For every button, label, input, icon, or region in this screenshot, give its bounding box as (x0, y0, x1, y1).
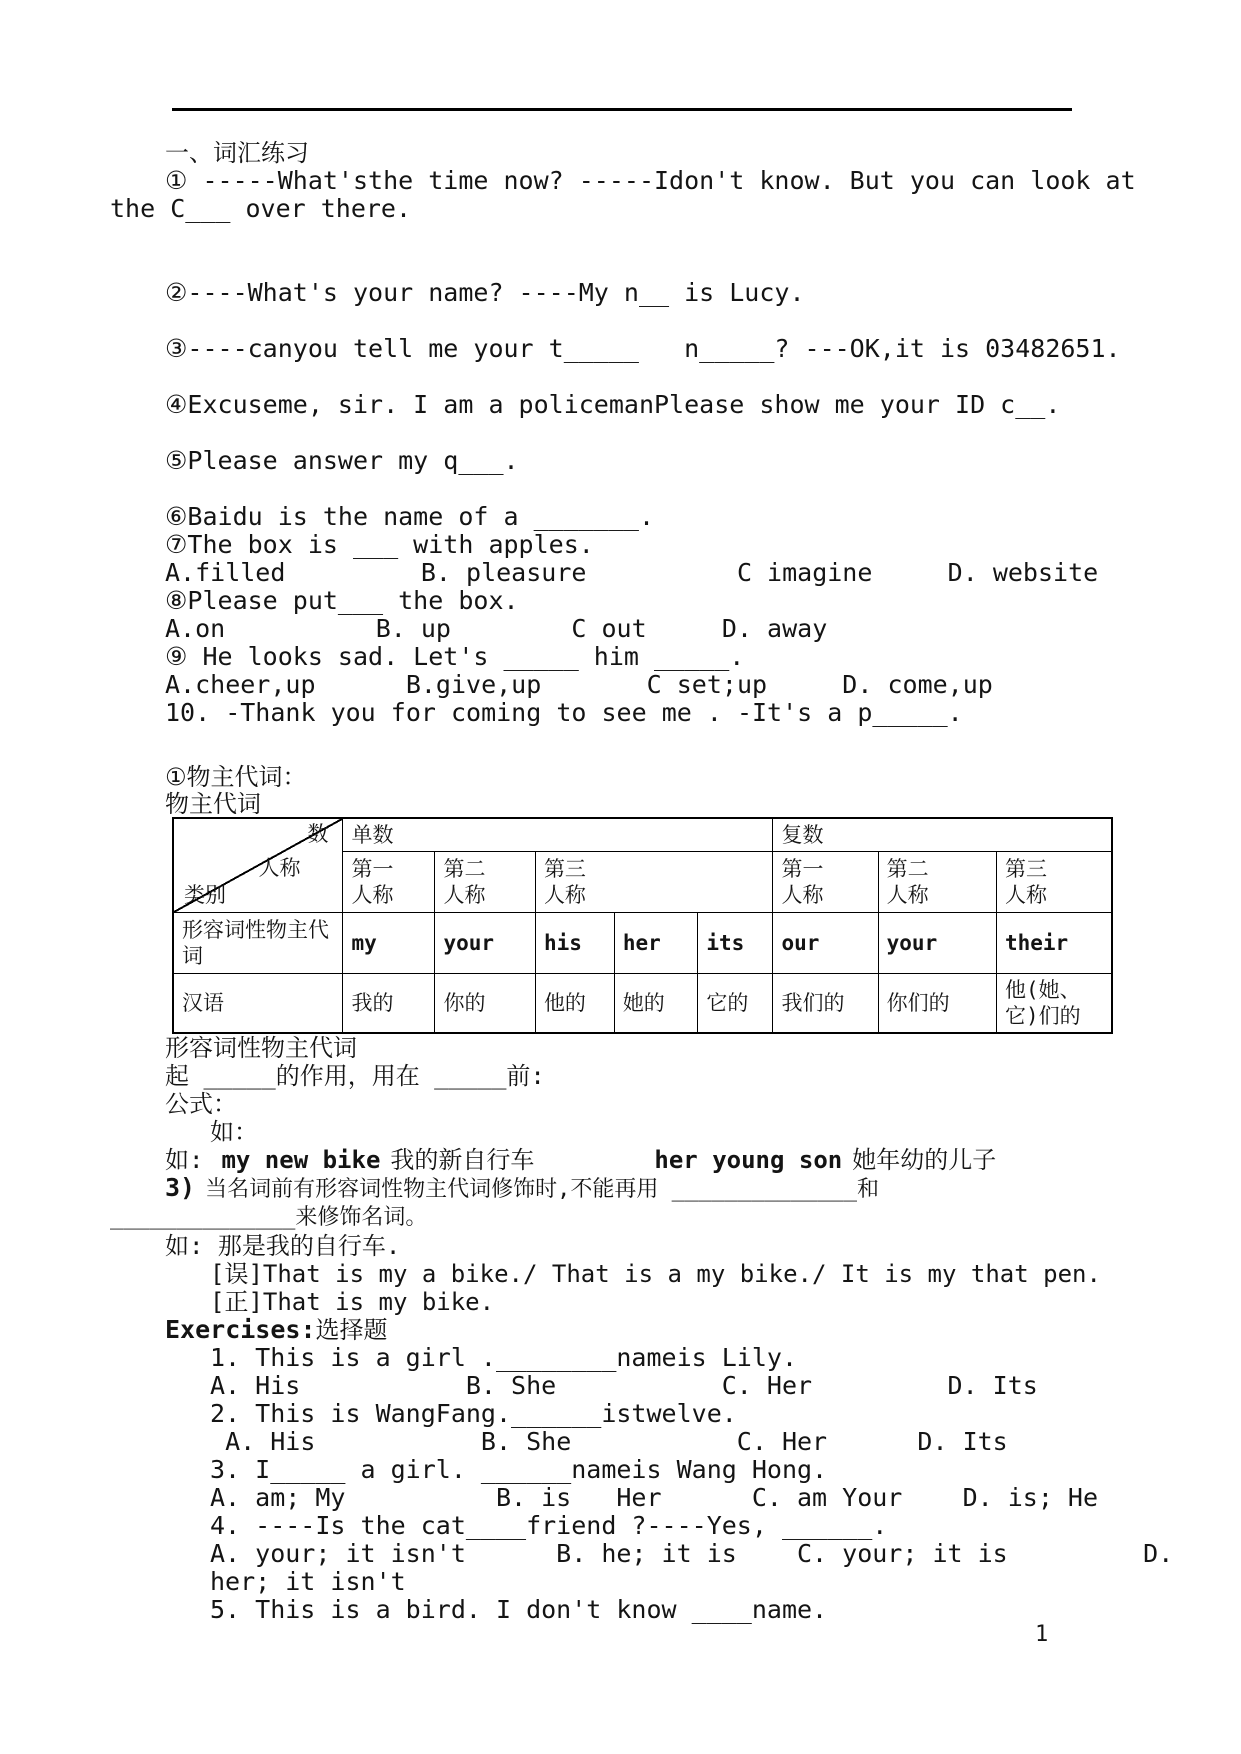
pronoun-cell: our (773, 913, 878, 974)
header-singular: 单数 (343, 818, 773, 852)
example-chinese-1: 我的新自行车 (390, 1146, 535, 1174)
vocab-q1-line2: the C___ over there. (110, 194, 412, 223)
vocab-q9-options: A.cheer,up B.give,up C set;up D. come,up (165, 670, 993, 699)
example-english-1: my new bike (221, 1146, 381, 1174)
example-english-2: her young son (654, 1146, 843, 1174)
exercise-options: A. His B. She C. Her D. Its (210, 1371, 1038, 1400)
exercise-question: 3. I_____ a girl. ______nameis Wang Hong. (210, 1455, 828, 1484)
spacer (110, 419, 1181, 447)
example-prefix: 如: (165, 1146, 204, 1174)
row-label-chinese: 汉语 (173, 974, 343, 1034)
note-adjective-possessive: 形容词性物主代词 (165, 1034, 357, 1062)
chinese-cell: 我的 (343, 974, 435, 1034)
spacer (110, 307, 1181, 335)
pronoun-cell: her (614, 913, 698, 974)
chinese-cell: 你的 (435, 974, 535, 1034)
spacer (110, 727, 1181, 763)
vocab-q9: ⑨ He looks sad. Let's _____ him _____. (165, 642, 745, 671)
rule-3-line2: ______________来修饰名词。 (110, 1205, 428, 1230)
chinese-cell: 他的 (535, 974, 614, 1034)
note-formula: 公式： (165, 1090, 237, 1118)
exercise-question: 2. This is WangFang.______istwelve. (210, 1399, 737, 1428)
header-person-4: 第一人称 (773, 852, 878, 913)
spacer (110, 223, 1181, 279)
pronoun-cell: my (343, 913, 435, 974)
rule-3-line1 (110, 1174, 1181, 1204)
right-example: [正]That is my bike. (210, 1288, 495, 1316)
corner-label-person: 人称 (258, 856, 301, 880)
chinese-cell: 她的 (614, 974, 698, 1034)
header-person-5: 第二人称 (878, 852, 996, 913)
header-person-3: 第三人称 (535, 852, 773, 913)
chinese-cell: 你们的 (878, 974, 996, 1034)
row-label-adjective-possessive: 形容词性物主代词 (173, 913, 343, 974)
wrong-example: [误]That is my a bike./ That is a my bike./ It is my that pen. (210, 1260, 1101, 1288)
vocab-q1-line1: ① -----What'sthe time now? -----Idon't know. But you can look at (165, 166, 1136, 195)
pronoun-cell: their (996, 913, 1112, 974)
rule-3-number: 3) (165, 1173, 196, 1202)
section-heading: 一、词汇练习 (165, 139, 309, 167)
chinese-cell: 我们的 (773, 974, 878, 1034)
example-line (110, 1146, 1181, 1174)
possessive-pronoun-table (172, 817, 1113, 1034)
vocab-q2: ②----What's your name? ----My n__ is Lucy. (165, 278, 805, 307)
exercise-question: 5. This is a bird. I don't know ____name. (210, 1595, 828, 1624)
note-usage: 起 _____的作用，用在 _____前: (165, 1062, 545, 1090)
header-person-2: 第二人称 (435, 852, 535, 913)
example-2: 如: 那是我的自行车. (165, 1232, 401, 1260)
vocab-q3: ③----canyou tell me your t_____ n_____? ---OK,it is 03482651. (165, 334, 1121, 363)
chinese-cell: 它的 (698, 974, 773, 1034)
exercise-options: A. am; My B. is Her C. am Your D. is; He (210, 1483, 1099, 1512)
table-label: 物主代词 (165, 790, 261, 818)
pronoun-cell: your (435, 913, 535, 974)
corner-label-number: 数 (307, 822, 329, 846)
header-plural: 复数 (773, 818, 1112, 852)
chinese-cell: 他(她、它)们的 (996, 974, 1112, 1034)
table-corner-cell (173, 818, 343, 913)
spacer (110, 475, 1181, 503)
note-example-marker: 如： (210, 1118, 258, 1146)
vocab-q7-options: A.filled B. pleasure C imagine D. website (165, 558, 1099, 587)
exercise-options: A. your; it isn't B. he; it is C. your; it is D. her; it isn't (210, 1539, 1189, 1596)
exercise-options: A. His B. She C. Her D. Its (210, 1427, 1008, 1456)
vocab-q6: ⑥Baidu is the name of a _______. (165, 502, 655, 531)
header-person-1: 第一人称 (343, 852, 435, 913)
rule-3-text: 当名词前有形容词性物主代词修饰时,不能再用 ______________和 (205, 1177, 880, 1202)
spacer (110, 363, 1181, 391)
vocab-q10: 10. -Thank you for coming to see me . -It's a p_____. (165, 698, 963, 727)
exercise-question: 1. This is a girl .________nameis Lily. (210, 1343, 797, 1372)
header-rule (172, 108, 1072, 111)
pronoun-cell: its (698, 913, 773, 974)
exercises-heading-en: Exercises: (165, 1315, 316, 1344)
exercises-heading (110, 1316, 1181, 1344)
corner-label-category: 类别 (184, 883, 226, 907)
vocab-q5: ⑤Please answer my q___. (165, 446, 519, 475)
pronoun-cell: your (878, 913, 996, 974)
vocab-q8: ⑧Please put___ the box. (165, 586, 519, 615)
grammar-heading: ①物主代词： (165, 763, 307, 791)
exercise-question: 4. ----Is the cat____friend ?----Yes, ______. (210, 1511, 888, 1540)
header-person-6: 第三人称 (996, 852, 1112, 913)
vocab-q8-options: A.on B. up C out D. away (165, 614, 828, 643)
pronoun-cell: his (535, 913, 614, 974)
page-number: 1 (1035, 1622, 1049, 1647)
example-chinese-2: 她年幼的儿子 (852, 1146, 997, 1174)
exercises-heading-cn: 选择题 (315, 1316, 388, 1344)
vocab-q4: ④Excuseme, sir. I am a policemanPlease show me your ID c__. (165, 390, 1061, 419)
vocab-q7: ⑦The box is ___ with apples. (165, 530, 594, 559)
